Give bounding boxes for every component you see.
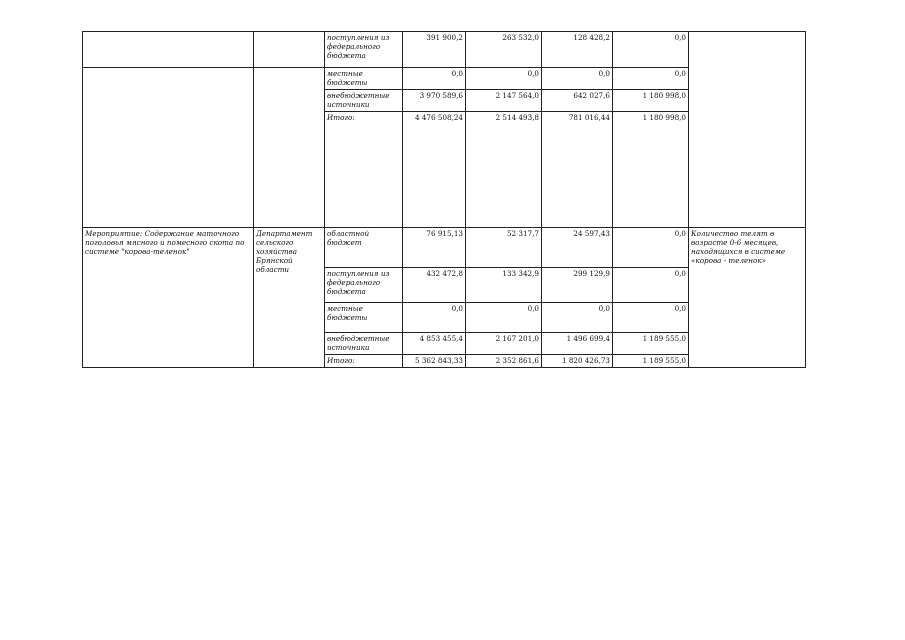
source-cell: местные бюджеты: [325, 303, 403, 333]
value-year3: 1 189 555,0: [613, 333, 689, 355]
value-year3: 0,0: [613, 303, 689, 333]
value-year1: 2 352 861,6: [466, 355, 542, 368]
measure-title: Мероприятие: Содержание маточного поголовья мясного и помесного скота по системе "корова-теленок": [83, 228, 254, 368]
executor-cell: [254, 32, 325, 68]
value-year2: 24 597,43: [542, 228, 613, 268]
table-row: [83, 228, 806, 268]
value-year2: 1 496 699,4: [542, 333, 613, 355]
value-year2: 642 027,6: [542, 90, 613, 112]
value-total: 0,0: [403, 68, 466, 90]
value-year1: 0,0: [466, 303, 542, 333]
value-year2: 1 820 426,73: [542, 355, 613, 368]
value-year2: 299 129,9: [542, 268, 613, 303]
source-cell: поступления из федерального бюджета: [325, 32, 403, 68]
value-year3: 1 180 998,0: [613, 112, 689, 228]
value-total: 5 362 843,33: [403, 355, 466, 368]
value-year1: 0,0: [466, 68, 542, 90]
executor-name: Департамент сельского хозяйства Брянской области: [254, 228, 325, 368]
source-cell: поступления из федерального бюджета: [325, 268, 403, 303]
value-year2: 0,0: [542, 68, 613, 90]
value-year1: 2 147 564,0: [466, 90, 542, 112]
source-cell: местные бюджеты: [325, 68, 403, 90]
value-year2: 0,0: [542, 303, 613, 333]
source-cell: областной бюджет: [325, 228, 403, 268]
value-year3: 1 189 555,0: [613, 355, 689, 368]
executor-cell: [254, 68, 325, 228]
value-total: 432 472,8: [403, 268, 466, 303]
indicator-text: Количество телят в возрасте 0-6 месяцев, находящихся в системе «корова - теленок»: [689, 228, 806, 368]
value-total: 0,0: [403, 303, 466, 333]
value-total: 391 900,2: [403, 32, 466, 68]
indicator-cell: [689, 32, 806, 228]
value-year3: 0,0: [613, 68, 689, 90]
table-row: [83, 32, 806, 68]
source-cell: внебюджетные источники: [325, 333, 403, 355]
value-year1: 2 167 201,0: [466, 333, 542, 355]
value-total: 76 915,13: [403, 228, 466, 268]
value-total: 3 970 589,6: [403, 90, 466, 112]
value-total: 4 476 508,24: [403, 112, 466, 228]
value-year3: 1 180 998,0: [613, 90, 689, 112]
source-cell: внебюджетные источники: [325, 90, 403, 112]
source-cell: Итого:: [325, 355, 403, 368]
value-year1: 263 532,0: [466, 32, 542, 68]
value-year3: 0,0: [613, 268, 689, 303]
value-year2: 128 428,2: [542, 32, 613, 68]
measure-cell: [83, 68, 254, 228]
value-year3: 0,0: [613, 228, 689, 268]
value-year1: 133 342,9: [466, 268, 542, 303]
value-year3: 0,0: [613, 32, 689, 68]
value-year2: 781 016,44: [542, 112, 613, 228]
budget-table: [82, 31, 806, 368]
source-cell: Итого:: [325, 112, 403, 228]
measure-cell: [83, 32, 254, 68]
value-year1: 52 317,7: [466, 228, 542, 268]
value-total: 4 853 455,4: [403, 333, 466, 355]
value-year1: 2 514 493,8: [466, 112, 542, 228]
